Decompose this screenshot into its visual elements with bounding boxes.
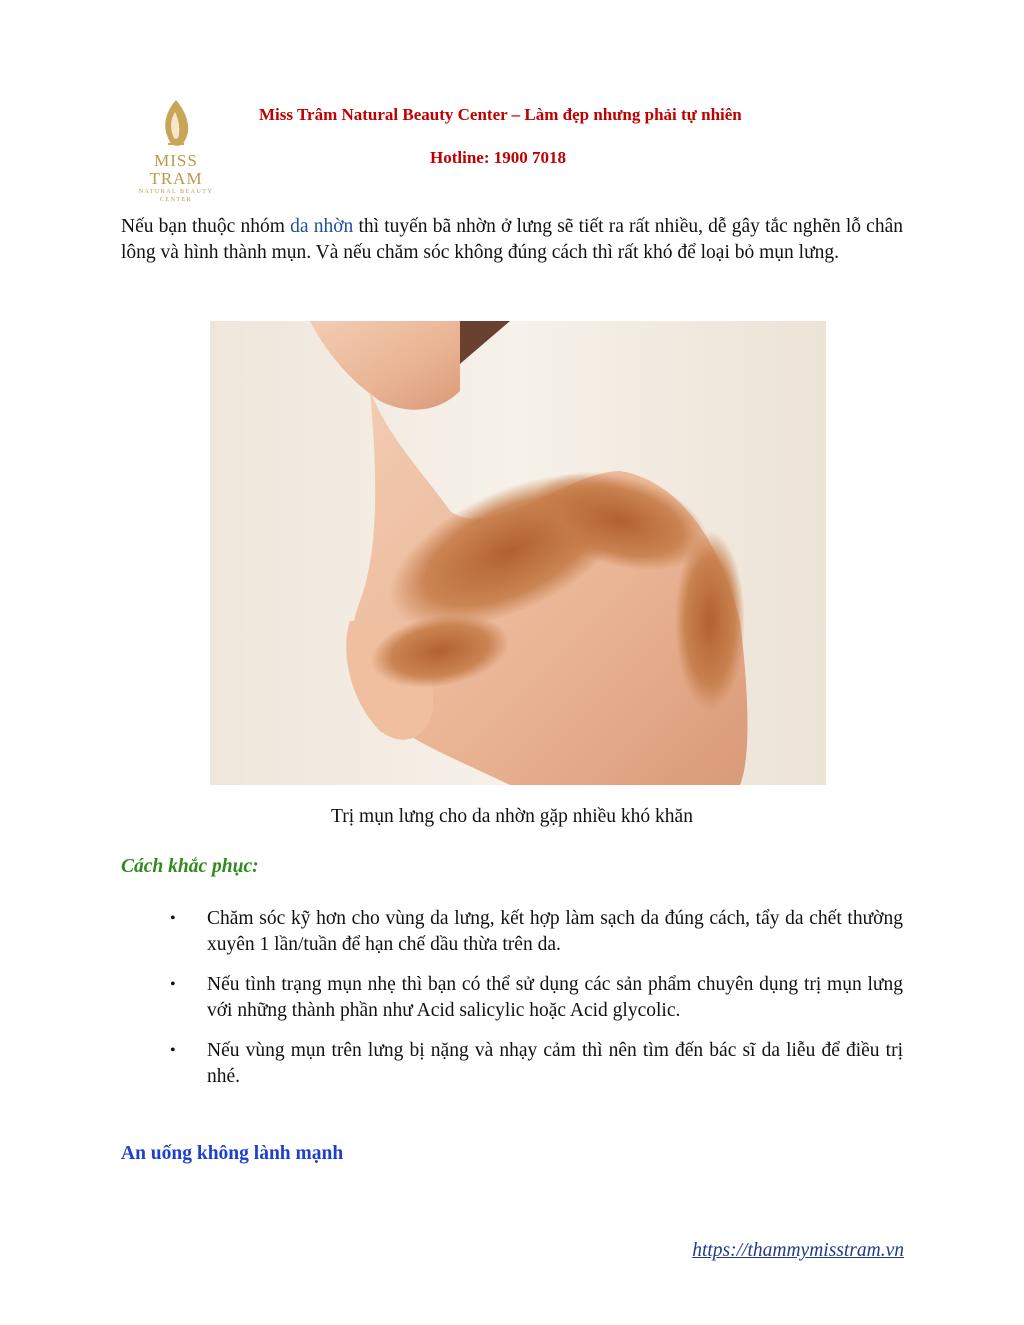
- logo-name: MISS TRAM: [149, 151, 203, 188]
- list-item-text: Chăm sóc kỹ hơn cho vùng da lưng, kết hợp làm sạch da đúng cách, tẩy da chết thường xuyên 1 lần/tuần để hạn chế dầu thừa trên da.: [207, 908, 903, 955]
- section-heading-remedy: Cách khắc phục:: [121, 856, 259, 877]
- remedy-list: [170, 906, 903, 1104]
- bullet-icon: •: [170, 1042, 176, 1059]
- list-item: [170, 972, 903, 1024]
- website-link[interactable]: https://thammymisstram.vn: [692, 1240, 904, 1261]
- header-hotline: Hotline: 1900 7018: [430, 148, 566, 167]
- list-item: [170, 906, 903, 958]
- intro-paragraph: [121, 214, 903, 266]
- header-tagline: Miss Trâm Natural Beauty Center – Làm đẹp nhưng phải tự nhiên: [259, 105, 742, 124]
- flame-woman-logo-icon: [158, 98, 194, 150]
- bullet-icon: •: [170, 910, 176, 927]
- list-item: [170, 1038, 903, 1090]
- logo-subtitle: NATURAL BEAUTY CENTER: [138, 189, 214, 203]
- back-scrub-illustration: [210, 321, 826, 785]
- image-caption: Trị mụn lưng cho da nhờn gặp nhiều khó khăn: [331, 806, 693, 827]
- section-heading-diet: An uống không lành mạnh: [121, 1143, 344, 1164]
- back-scrub-photo: [210, 321, 826, 785]
- bullet-icon: •: [170, 976, 176, 993]
- intro-text-before: Nếu bạn thuộc nhóm: [121, 216, 291, 237]
- brand-logo: [128, 98, 224, 203]
- list-item-text: Nếu vùng mụn trên lưng bị nặng và nhạy cảm thì nên tìm đến bác sĩ da liễu để điều trị nhé.: [207, 1040, 903, 1087]
- oily-skin-link[interactable]: da nhờn: [290, 216, 354, 237]
- intro-text-after: thì tuyến bã nhờn ở lưng sẽ tiết ra rất nhiều, dễ gây tắc nghẽn lỗ chân lông và hình thành mụn. Và nếu chăm sóc không đúng cách thì rất khó để loại bỏ mụn lưng.: [121, 216, 903, 263]
- list-item-text: Nếu tình trạng mụn nhẹ thì bạn có thể sử dụng các sản phẩm chuyên dụng trị mụn lưng với những thành phần như Acid salicylic hoặc Acid glycolic.: [207, 974, 903, 1021]
